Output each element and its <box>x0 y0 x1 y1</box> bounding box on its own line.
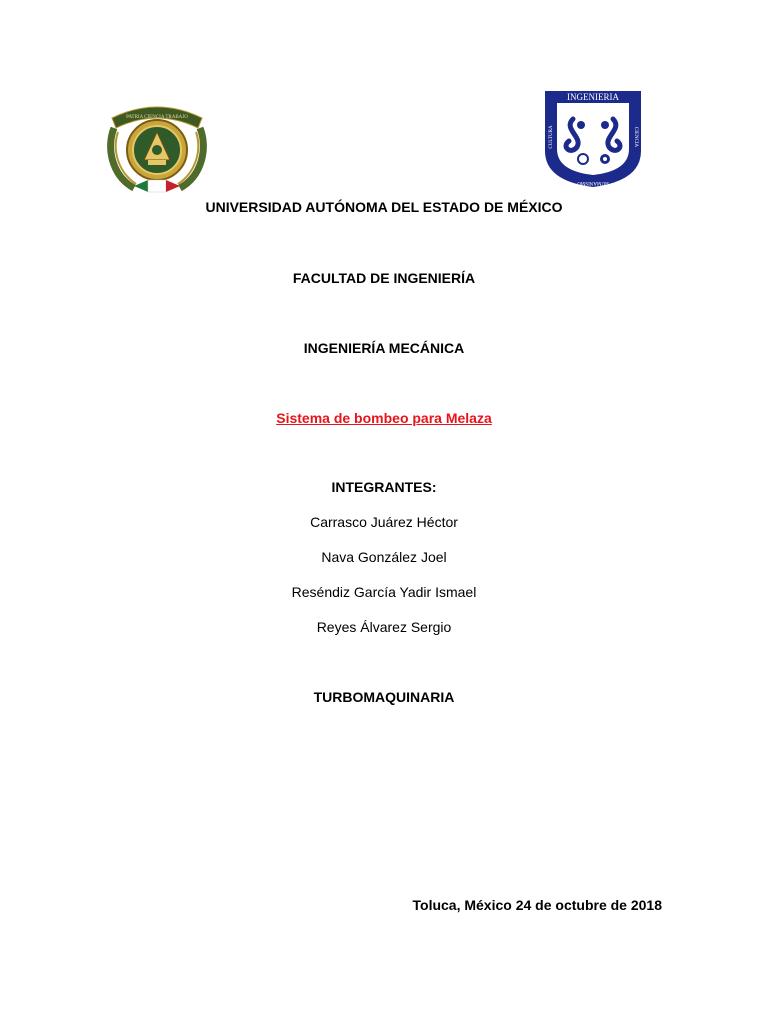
shield-side-left-text: CULTURA <box>549 125 554 149</box>
member-name: Reyes Álvarez Sergio <box>316 619 452 635</box>
member-name: Nava González Joel <box>321 549 447 565</box>
members-heading: INTEGRANTES: <box>331 479 437 495</box>
uaemex-seal-icon <box>104 98 210 196</box>
course-name: TURBOMAQUINARIA <box>313 689 455 705</box>
ingenieria-shield-icon <box>543 89 643 189</box>
project-title-wrapper <box>0 409 768 427</box>
shield-banner-text: INGENIERIA <box>567 92 619 102</box>
shield-bottom-text: HUMANISMO <box>577 180 609 185</box>
project-title[interactable]: Sistema de bombeo para Melaza <box>276 410 492 426</box>
shield-side-right-text: CIENCIA <box>633 126 638 148</box>
member-name: Carrasco Juárez Héctor <box>310 514 458 530</box>
university-name: UNIVERSIDAD AUTÓNOMA DEL ESTADO DE MÉXICO <box>205 199 563 215</box>
faculty-name: FACULTAD DE INGENIERÍA <box>292 270 476 286</box>
seal-ribbon-text: PATRIA CIENCIA TRABAJO <box>126 115 188 120</box>
program-name: INGENIERÍA MECÁNICA <box>303 340 465 356</box>
place-date: Toluca, México 24 de octubre de 2018 <box>412 897 662 913</box>
member-name: Reséndiz García Yadir Ismael <box>291 584 477 600</box>
